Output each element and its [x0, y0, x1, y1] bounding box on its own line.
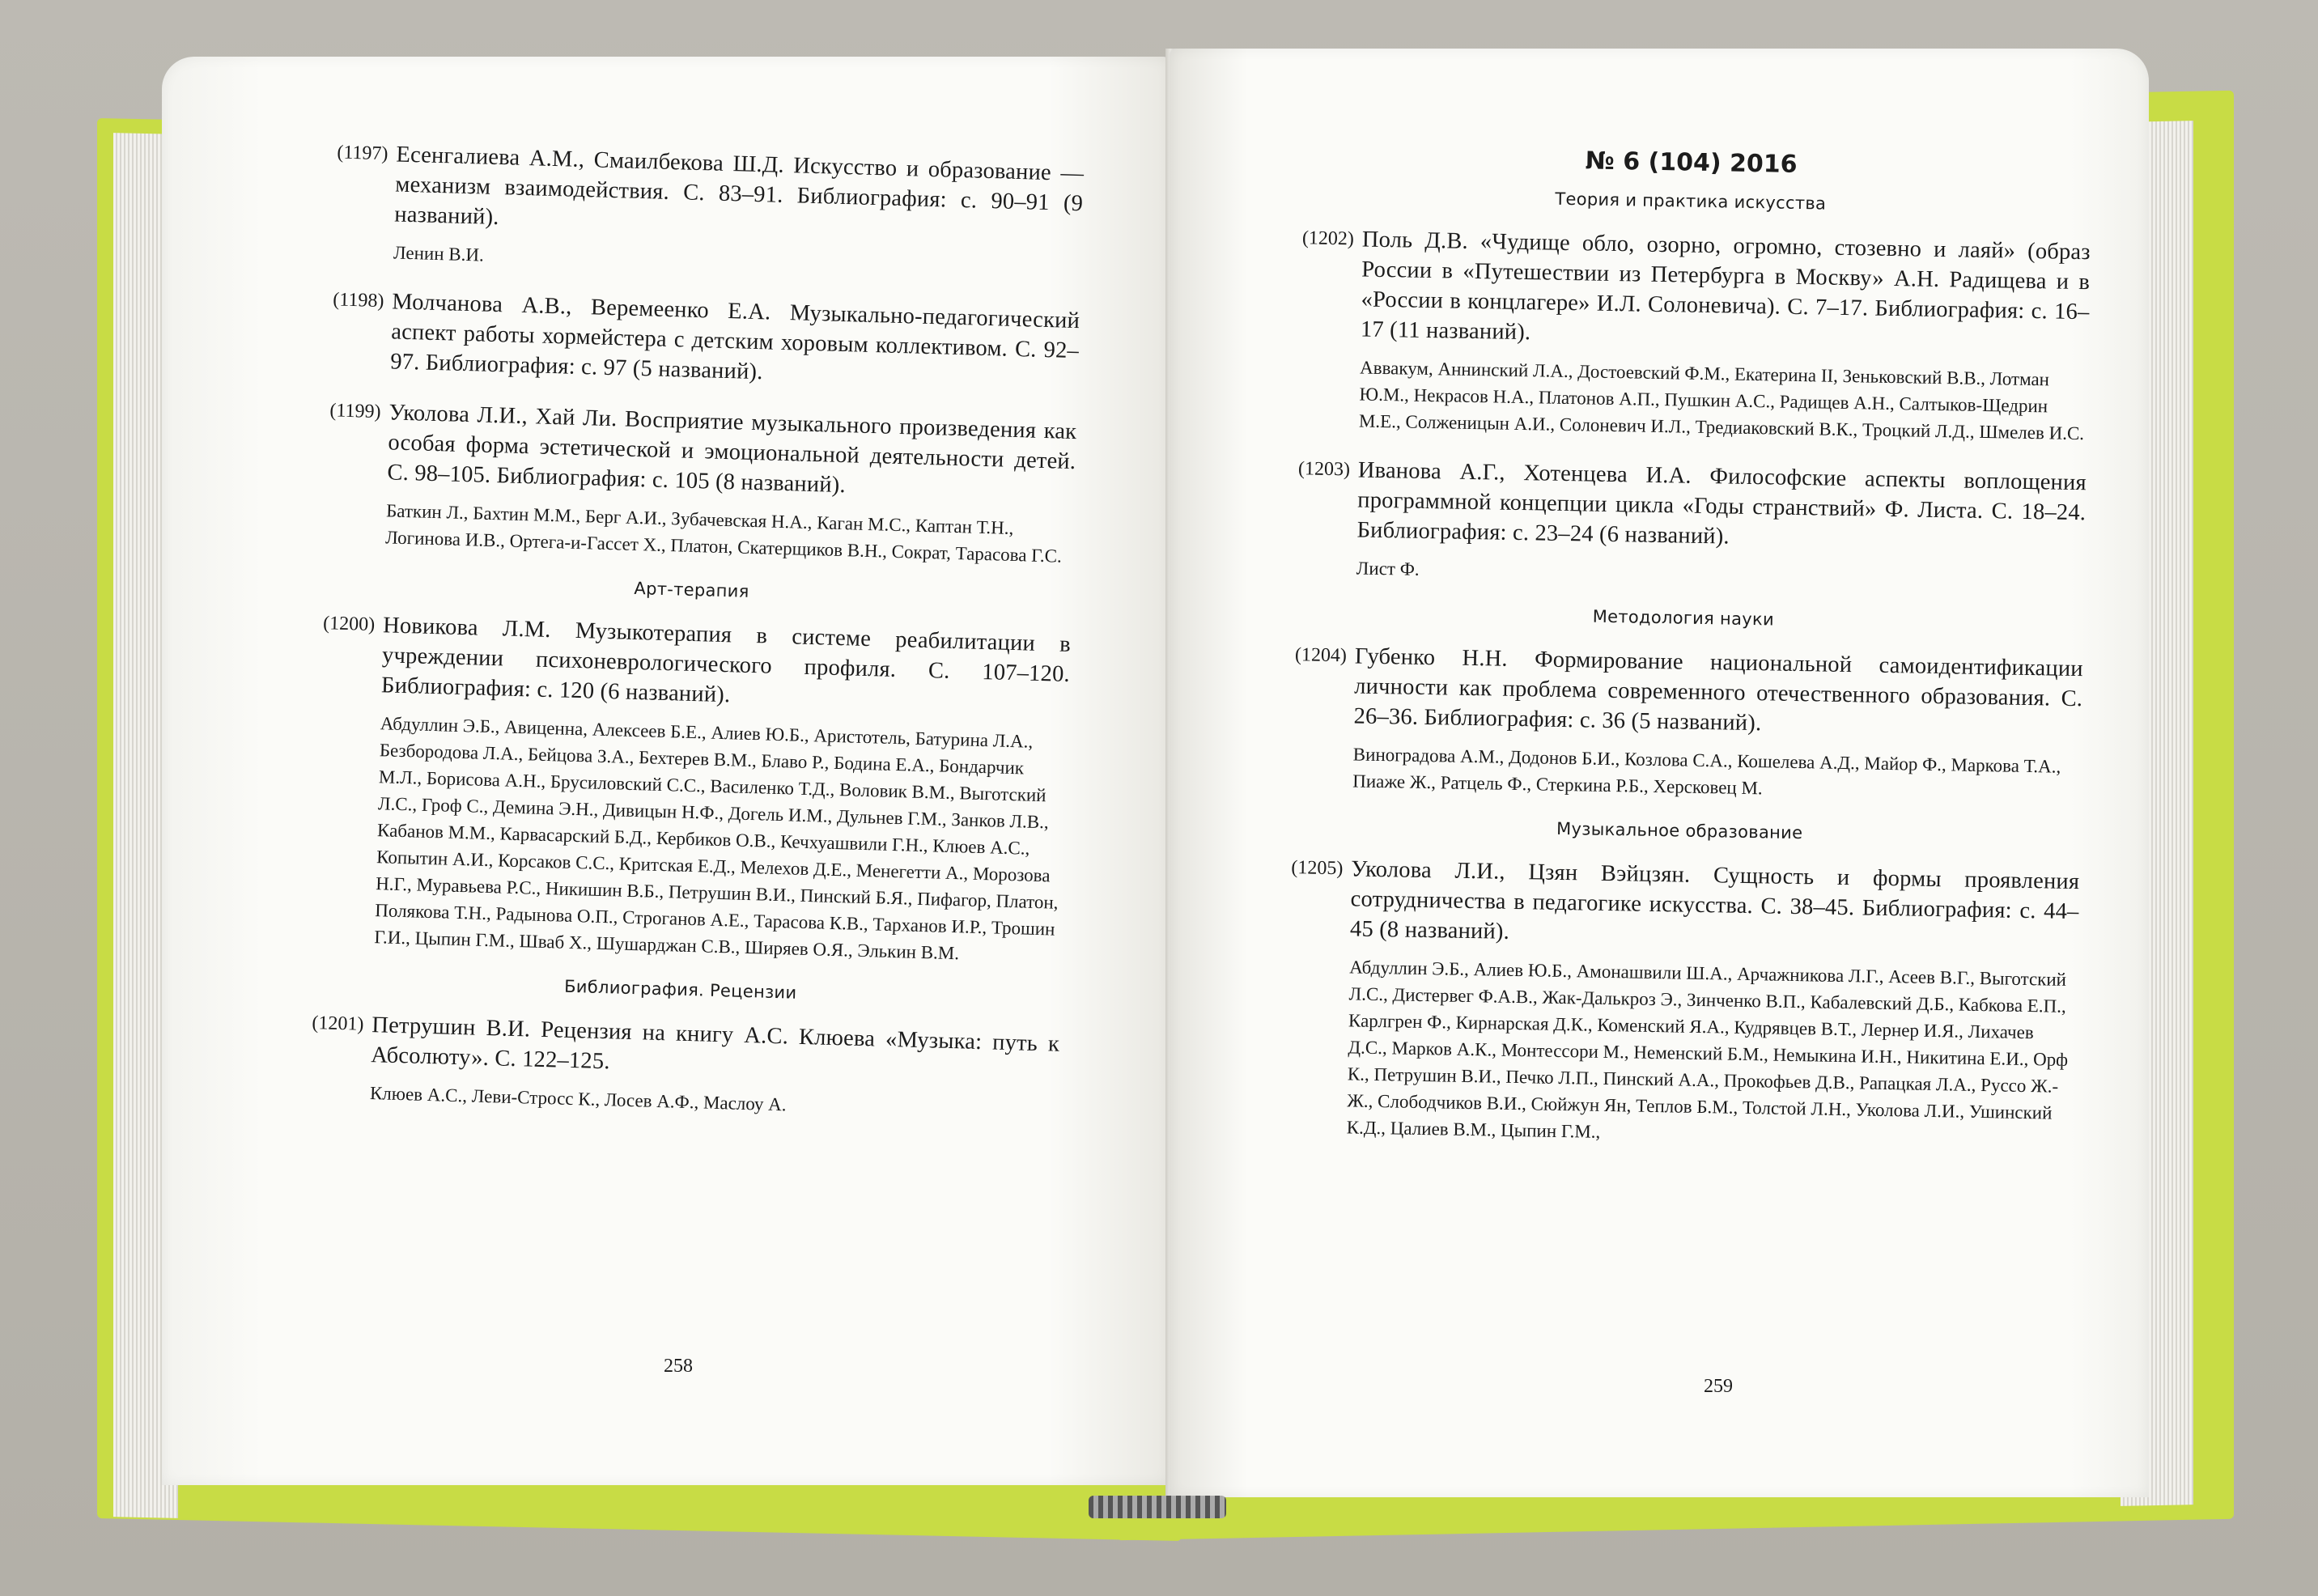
entry-names-index: Баткин Л., Бахтин М.М., Берг А.И., Зубачевская Н.А., Каган М.С., Каптан Т.Н., Логинова И.В., Ортега-и-Гассет Х., Платон, Скатерщиков В.Н., Сократ, Тарасова Г.С. [384, 500, 1063, 567]
issue-heading: № 6 (104) 2016 [1585, 146, 1798, 179]
entry-1205 [1273, 853, 2079, 1153]
right-page [1170, 49, 2149, 1497]
entry-text: Иванова А.Г., Хотенцева И.А. Философские аспекты воплощения программной концепции цикла «Годы странствий» Ф. Листа. С. 18–24. Библиография: с. 23–24 (6 названий). [1356, 457, 2087, 550]
entry-text: Поль Д.В. «Чудище обло, озорно, огромно, стозевно и лаяй» (образ России в «Путешествии из Петербурга в Москву» А.Н. Радищева и в «России в концлагере» И.Л. Солоневича). С. 7–17. Библиография: с. 16–17 (11 названий). [1360, 227, 2091, 346]
entry-1203 [1284, 454, 2087, 594]
entry-text: Петрушин В.И. Рецензия на книгу А.С. Клюева «Музыка: путь к Абсолюту». С. 122–125. [370, 1012, 1060, 1075]
entry-number: (1198) [332, 289, 384, 312]
entry-number: (1204) [1294, 644, 1348, 667]
entry-text: Уколова Л.И., Хай Ли. Восприятие музыкального произведения как особая форма эстетической и эмоциональной деятельности детей. С. 98–105. Библиография: с. 105 (8 названий). [387, 400, 1077, 499]
entry-names-index: Лист Ф. [1356, 558, 1420, 579]
entry-names-index: Абдуллин Э.Б., Алиев Ю.Б., Амонашвили Ш.А., Арчажникова Л.Г., Асеев В.Г., Выготский Л.С., Дистервег Ф.А.В., Жак-Далькроз Э., Зинченко В.П., Кабалевский Д.Б., Кабкова Е.П., Карлгрен Ф., Кирнарская Д.К., Коменский Я.А., Кудрявцев В.Т., Лернер И.Я., Лихачев Д.С., Марков А.К., Монтессори М., Неменский Б.М., Немыкина И.Н., Никитина Е.И., Орф К., Петрушин В.И., Печко Л.П., Пинский А.А., Прокофьев Д.В., Рапацкая Л.А., Руссо Ж.-Ж., Слободчиков В.И., Сюйжун Ян, Теплов Б.М., Толстой Л.Н., Уколова Л.И., Ушинский К.Д., Цалиев В.М., Цыпин Г.М., [1346, 957, 2069, 1142]
entry-number: (1197) [337, 142, 388, 165]
entry-1198 [317, 285, 1080, 396]
entry-number: (1205) [1291, 857, 1344, 880]
entry-1204 [1280, 640, 2083, 807]
entry-text: Молчанова А.В., Веремеенко Е.А. Музыкально-педагогический аспект работы хормейстера с детским хоровым коллективом. С. 92–97. Библиография: с. 97 (5 названий). [389, 289, 1080, 385]
entry-number: (1203) [1297, 458, 1351, 481]
entry-names-index: Абдуллин Э.Б., Авиценна, Алексеев Б.Е., Алиев Ю.Б., Аристотель, Батурина Л.А., Безбородова Л.А., Бейцова З.А., Бехтерев В.М., Блаво Р., Бодина Е.А., Бондарчик М.Л., Борисова А.Н., Брусиловский С.С., Василенко Т.Д., Воловик В.М., Выготский Л.С., Гроф С., Демина Э.Н., Дивицын Н.Ф., Догель И.М., Дульнев Г.М., Занков Л.В., Кабанов М.М., Карвасарский Б.Д., Кербиков О.В., Кечхуашвили Г.Н., Клюев А.С., Копытин А.И., Корсаков С.С., Критская Е.Д., Мелехов Д.Е., Менегетти А., Морозова Н.Г., Муравьева Р.С., Никишин В.Б., Петрушин В.И., Пинский Б.Я., Пифагор, Платон, Полякова Т.Н., Радынова О.П., Строганов А.Е., Тарасова К.В., Тарханов И.Р., Трошин Г.И., Цыпин Г.М., Шваб Х., Шушарджан С.В., Ширяев О.Я., Элькин В.М. [374, 713, 1059, 964]
section-heading-music-education: Музыкальное образование [1556, 818, 1803, 843]
entry-text: Уколова Л.И., Цзян Вэйцзян. Сущность и формы проявления сотрудничества в педагогике искусства. С. 38–45. Библиография: с. 44–45 (8 названий). [1349, 856, 2080, 944]
entry-names-index: Ленин В.И. [393, 242, 485, 265]
left-page [162, 57, 1170, 1485]
entry-names-index: Виноградова А.М., Додонов Б.И., Козлова С.А., Кошелева А.Д., Майор Ф., Маркова Т.А., Пиаже Ж., Ратцель Ф., Стеркина Р.Б., Херсковец М. [1352, 744, 2061, 799]
entry-1197 [321, 138, 1085, 285]
entry-1199 [312, 396, 1077, 570]
left-page-content [296, 138, 1085, 1147]
page-number: 258 [664, 1356, 693, 1377]
entry-number: (1199) [329, 400, 381, 423]
section-heading-theory: Теория и практика искусства [1555, 189, 1827, 214]
section-heading-art-therapy: Арт-терапия [634, 578, 749, 601]
book-headband [1089, 1496, 1226, 1518]
entry-text: Новикова Л.М. Музыкотерапия в системе реабилитации в учреждении психоневрологического профиля. С. 107–120. Библиография: с. 120 (6 названий). [380, 613, 1072, 708]
section-heading-bibliography: Библиография. Рецензии [563, 976, 797, 1003]
entry-number: (1201) [312, 1012, 364, 1035]
right-page-content [1273, 142, 2092, 1174]
entry-1200 [301, 609, 1071, 970]
entry-1201 [297, 1008, 1060, 1126]
entry-text: Губенко Н.Н. Формирование национальной самоидентификации личности как проблема современного отечественного образования. С. 26–36. Библиография: с. 36 (5 названий). [1353, 643, 2084, 736]
page-number: 259 [1704, 1376, 1733, 1397]
entry-number: (1202) [1301, 227, 1355, 250]
entry-text: Есенгалиева А.М., Смаилбекова Ш.Д. Искусство и образование — механизм взаимодействия. С. 83–91. Библиография: с. 90–91 (9 названий). [393, 142, 1085, 231]
entry-1202 [1286, 223, 2091, 447]
section-heading-methodology: Методология науки [1592, 606, 1775, 630]
entry-names-index: Аввакум, Аннинский Л.А., Достоевский Ф.М., Екатерина II, Зеньковский В.В., Лотман Ю.М., Некрасов Н.А., Платонов А.П., Пушкин А.С., Радищев А.Н., Салтыков-Щедрин М.Е., Солженицын А.И., Солоневич И.Л., Тредиаковский В.К., Троцкий Л.Д., Шмелев И.С. [1358, 357, 2085, 444]
entry-names-index: Клюев А.С., Леви-Стросс К., Лосев А.Ф., Маслоу А. [369, 1083, 787, 1115]
entry-number: (1200) [322, 613, 376, 635]
